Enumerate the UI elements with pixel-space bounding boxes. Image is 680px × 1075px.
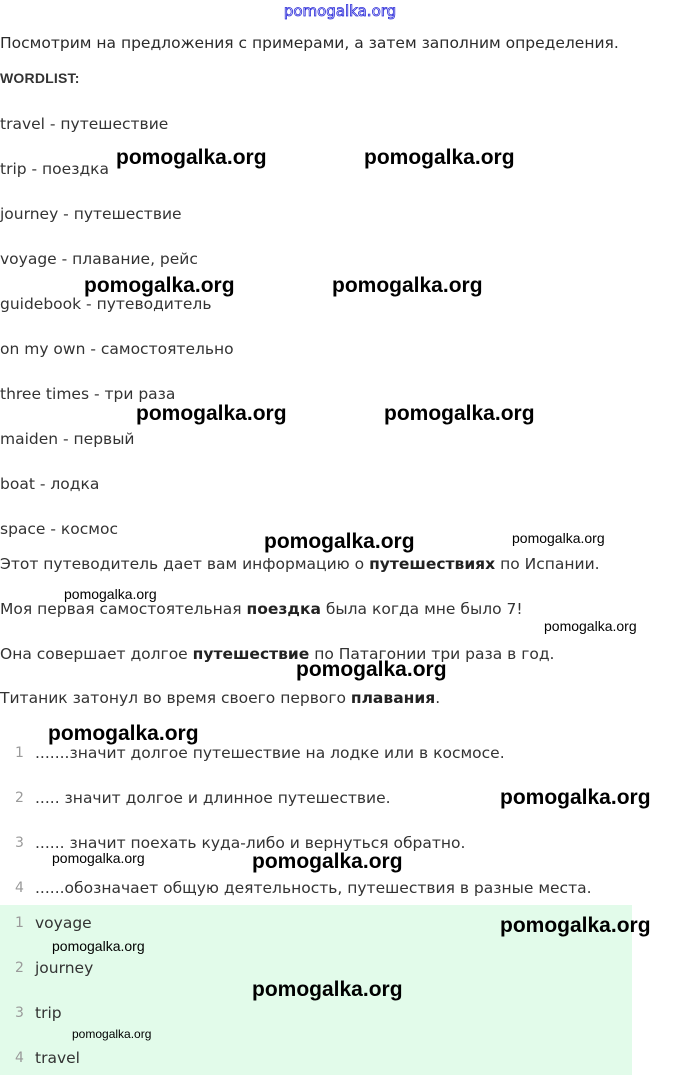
answer-text: trip [35, 1004, 62, 1022]
watermark: pomogalka.org [512, 530, 605, 546]
watermark: pomogalka.org [116, 146, 267, 169]
example-sentence [0, 555, 600, 573]
definition-text: ..... значит долгое и длинное путешествие. [35, 789, 391, 807]
answer-number: 2 [15, 960, 24, 976]
sentence-keyword: плавания [350, 689, 436, 707]
watermark: pomogalka.org [48, 722, 199, 745]
sentence-text: . [435, 689, 441, 707]
watermark: pomogalka.org [364, 146, 515, 169]
wordlist-item: space - космос [0, 520, 118, 538]
watermark: pomogalka.org [136, 402, 287, 425]
wordlist-item: three times - три раза [0, 385, 176, 403]
answer-text: travel [35, 1049, 80, 1067]
definition-text: ...... значит поехать куда-либо и вернуться обратно. [35, 834, 466, 852]
wordlist-item: guidebook - путеводитель [0, 295, 212, 313]
watermark: pomogalka.org [296, 658, 447, 681]
wordlist-item: voyage - плавание, рейс [0, 250, 198, 268]
watermark: pomogalka.org [252, 850, 403, 873]
watermark: pomogalka.org [64, 586, 157, 602]
definition-number: 1 [15, 745, 24, 761]
definition-number: 4 [15, 880, 24, 896]
watermark: pomogalka.org [264, 530, 415, 553]
wordlist-item: on my own - самостоятельно [0, 340, 234, 358]
example-sentence [0, 600, 523, 618]
answer-number: 1 [15, 915, 24, 931]
wordlist-title: WORDLIST: [0, 70, 80, 86]
wordlist-item: maiden - первый [0, 430, 135, 448]
watermark: pomogalka.org [384, 402, 535, 425]
answer-number: 4 [15, 1050, 24, 1066]
sentence-text: по Испании. [495, 555, 600, 573]
definition-number: 3 [15, 835, 24, 851]
sentence-keyword: поездка [246, 600, 321, 618]
wordlist-item: journey - путешествие [0, 205, 182, 223]
watermark: pomogalka.org [500, 914, 651, 937]
example-sentence [0, 689, 440, 707]
answer-text: journey [35, 959, 94, 977]
sentence-keyword: путешествиях [369, 555, 496, 573]
wordlist-item: boat - лодка [0, 475, 100, 493]
wordlist-item: travel - путешествие [0, 115, 169, 133]
watermark: pomogalka.org [500, 786, 651, 809]
intro-text: Посмотрим на предложения с примерами, а затем заполним определения. [0, 34, 619, 52]
definition-text: ......обозначает общую деятельность, путешествия в разные места. [35, 879, 592, 897]
definition-number: 2 [15, 790, 24, 806]
sentence-text: Моя первая самостоятельная [0, 600, 247, 618]
sentence-text: по Патагонии три раза в год. [309, 645, 555, 663]
sentence-text: Она совершает долгое [0, 645, 193, 663]
watermark: pomogalka.org [84, 274, 235, 297]
watermark: pomogalka.org [52, 938, 145, 954]
sentence-text: Титаник затонул во время своего первого [0, 689, 351, 707]
definition-text: .......значит долгое путешествие на лодке или в космосе. [35, 744, 505, 762]
watermark: pomogalka.org [72, 1027, 152, 1041]
watermark: pomogalka.org [252, 978, 403, 1001]
watermark: pomogalka.org [332, 274, 483, 297]
wordlist-item: trip - поездка [0, 160, 110, 178]
header-watermark: pomogalka.org [283, 2, 397, 20]
watermark: pomogalka.org [544, 618, 637, 634]
example-sentence [0, 645, 555, 663]
answer-text: voyage [35, 914, 92, 932]
answer-number: 3 [15, 1005, 24, 1021]
sentence-text: была когда мне было 7! [320, 600, 523, 618]
sentence-keyword: путешествие [192, 645, 310, 663]
sentence-text: Этот путеводитель дает вам информацию о [0, 555, 370, 573]
watermark: pomogalka.org [52, 850, 145, 866]
